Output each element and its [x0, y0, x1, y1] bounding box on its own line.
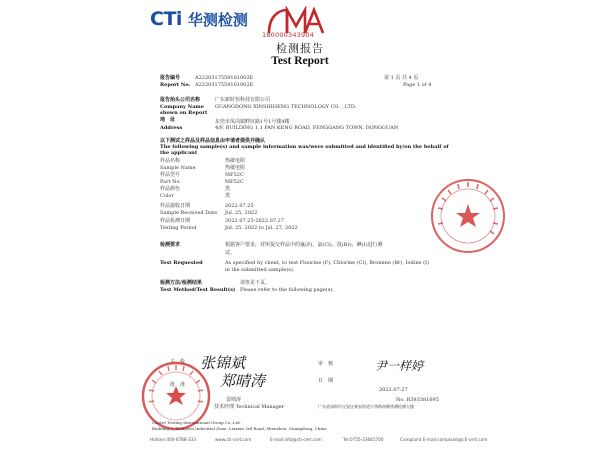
company-name-cn: 广东新时恒科技有限公司: [215, 97, 271, 103]
page-en: Page 1 of 4: [403, 82, 432, 88]
testing-label-en: Testing Period: [160, 225, 197, 231]
sample-intro-cn: 以下测试之样品及样品信息由申请者提供并确认: [160, 138, 266, 144]
footer-complaint[interactable]: Complaint E-mail:complaint@cti-cert.com: [400, 437, 488, 442]
company-name-en: GUANGDONG XINSHIHENG TECHNOLOGY CO. , LTD.: [215, 104, 357, 110]
report-no-value-2: A2220317559101002E: [195, 82, 254, 88]
logo-cti-text: CTi: [150, 8, 182, 30]
result-label-cn: 检测方法/检测结果: [160, 280, 202, 286]
approve-label: 批 准: [170, 382, 186, 388]
company-label-en-1: Company Name: [160, 104, 204, 110]
compiled-label: 主 检: [170, 359, 186, 365]
approver-signature: 郑晴涛: [220, 372, 266, 390]
date-label: 日 期: [318, 378, 334, 384]
date-value: 2022.07.27: [379, 387, 408, 393]
result-label-en: Test Method/Test Result(s): [160, 287, 236, 293]
footer-web[interactable]: www.cti-cert.com: [215, 437, 252, 442]
requirement-en-1: As specified by client, to test Fluorine (F), Chlorine (Cl), Bromine (Br), Iodine (I): [225, 260, 429, 266]
address-en: 4/F, BUILDING 1,1 PAN KENG ROAD, FENGGANG TOWN, DONGGUAN: [215, 125, 399, 131]
footer-email[interactable]: E-mail:info@cti-cert.com: [270, 437, 322, 442]
requirement-label-en: Test Requested: [160, 260, 203, 266]
sample-name-value-cn: 热敏电阻: [225, 158, 246, 164]
report-no-label-cn: 报告编号: [160, 75, 181, 81]
reviewed-label: 审 核: [318, 361, 334, 367]
sample-name-value-en: 热敏电阻: [225, 165, 246, 171]
sample-color-label-en: Color: [160, 193, 174, 199]
report-no-value-1: A2220317559101002E: [195, 75, 254, 81]
testing-value-en: Jul. 25, 2022 to Jul. 27, 2022: [225, 225, 298, 231]
address-label-cn: 地 址: [160, 117, 176, 123]
result-value-cn: 请参见下页。: [240, 280, 271, 286]
title-cn: 检测报告: [276, 42, 324, 55]
sample-model-label-cn: 样品型号: [160, 172, 181, 178]
footer-tel: Tel:0755-33681700: [343, 437, 384, 442]
sample-model-value-cn: MF52C: [225, 172, 244, 178]
company-address-line: 广东省深圳市宝安区新安街道兴华路南侧华测检测大楼: [318, 404, 414, 409]
report-serial: No. R393381695: [396, 397, 439, 403]
received-label-en: Sample Received Date: [160, 210, 218, 216]
requirement-label-cn: 检测要求: [160, 242, 181, 248]
seal-stamp-icon: [428, 176, 508, 256]
address-label-en: Address: [160, 125, 183, 131]
sample-intro-en-1: The following sample(s) and sample information was/were submitted and identified by/on the behalf of: [160, 144, 449, 150]
footer-org-addr: Building C, Hongwei Industrial Zone, Liuxian 3rd Road, Shenzhen, Guangdong, China: [152, 426, 327, 431]
footer-hotline: Hotline:400-6788-333: [150, 437, 196, 442]
requirement-cn-2: 试。: [225, 250, 236, 256]
received-value-cn: 2022.07.25: [225, 203, 254, 209]
inspector-signature: 张锦斌: [200, 354, 246, 372]
testing-label-cn: 样品检测日期: [160, 218, 191, 224]
report-no-label-en: Report No.: [160, 82, 191, 88]
footer-org-line: Centre Testing International Group Co.,Ltd.: [152, 420, 242, 425]
sample-name-label-en: Sample Name: [160, 165, 196, 171]
sample-color-value-cn: 黑: [225, 186, 231, 192]
cti-logo: [150, 8, 248, 30]
received-label-cn: 样品接收日期: [160, 203, 191, 209]
requirement-en-2: in the submitted sample(s).: [225, 267, 295, 273]
page-cn: 第 1 页 共 4 页: [384, 75, 419, 81]
signer-title: 技术经理 Technical Manager: [214, 404, 285, 410]
sample-model-label-en: Part No.: [160, 179, 181, 185]
testing-value-cn: 2022.07.25-2022.07.27: [225, 218, 284, 224]
address-cn: 东莞市凤岗镇畔坑路1号1号楼4楼: [215, 119, 290, 125]
company-label-en-2: shown on Report: [160, 110, 208, 116]
logo-cn-text: 华测检测: [187, 10, 248, 29]
requirement-cn-1: 根据客户要求，对所提交样品中的氟(F)、氯(Cl)、溴(Br)、碘(I)进行测: [225, 242, 383, 248]
sample-color-value-en: 黑: [225, 193, 231, 199]
reviewer-signature: 尹一样婷: [375, 359, 424, 373]
company-label-cn: 报告抬头公司名称: [160, 97, 201, 103]
cma-code: 180000343904: [262, 31, 315, 39]
received-value-en: Jul. 25, 2022: [225, 210, 258, 216]
title-en: Test Report: [271, 55, 329, 67]
sample-model-value-en: MF52C: [225, 179, 244, 185]
sample-name-label-cn: 样品名称: [160, 158, 181, 164]
sample-intro-en-2: the applicant: [160, 150, 198, 156]
sample-color-label-cn: 样品颜色: [160, 186, 181, 192]
signer-name: 雷晴涛: [226, 397, 242, 403]
result-value-en: Please refer to the following page(s).: [240, 287, 334, 293]
